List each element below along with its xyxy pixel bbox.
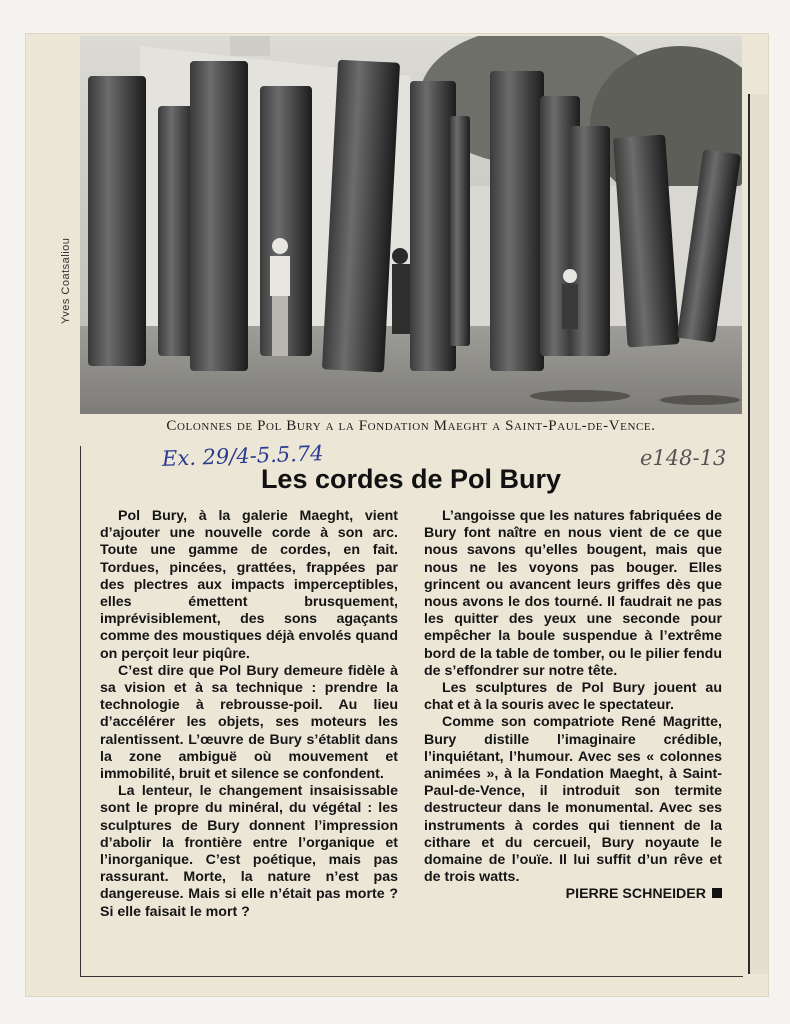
photo-credit: Yves Coatsaliou: [60, 237, 72, 324]
handwritten-note-right: e148-13: [640, 446, 727, 470]
left-column: [100, 508, 398, 921]
paragraph: C’est dire que Pol Bury demeure fidèle à sa vision et à sa technique : prendre la technologie à rebrousse-poil. Au lieu d’accélérer les objets, ses moteurs les ralentissent. L’œuvre de Bury s’établit dans la zone ambiguë où mouvement et immobilité, bruit et silence se confondent.: [100, 662, 398, 783]
photo-caption: Colonnes de Pol Bury a la Fondation Maeght a Saint-Paul-de-Vence.: [166, 418, 656, 434]
handwritten-note-left: Ex. 29/4-5.5.74: [161, 441, 324, 471]
paragraph: L’angoisse que les natures fabriquées de Bury font naître en nous vient de ce que nous savons qu’elles bougent, mais que nous ne les voyons pas bouger. Elles grincent ou avancent leurs griffes dès que nous avons le dos tourné. Il faudrait ne pas les quitter des yeux une seconde pour empêcher la boule suspendue à l’extrême bord de la table de tomber, ou le pilier fendu de s’effondrer sur notre tête.: [424, 508, 722, 679]
newspaper-clipping: [26, 34, 768, 996]
paragraph: Comme son compatriote René Magritte, Bury distille l’imaginaire crédible, l’inquiétant, l’humour. Avec ses « colonnes animées », à la Fondation Maeght, à Saint-Paul-de-Vence, il introduit son termite destructeur dans le monumental. Avec ses instruments à cordes qui tiennent de la cithare et du cercueil, Bury noyaute le domaine de l’ouïe. Il lui suffit d’un rêve et de trois watts.: [424, 714, 722, 886]
paragraph: Pol Bury, à la galerie Maeght, vient d’ajouter une nouvelle corde à son arc. Toute une gamme de cordes, en fait. Tordues, pincées, grattées, frappées par des plectres aux impacts imperceptibles, elles émettent brusquement, imprévisiblement, des sons agaçants comme des moustiques déjà envolés quand on perçoit leur piqûre.: [100, 508, 398, 662]
author-signature: PIERRE SCHNEIDER: [566, 886, 722, 903]
paragraph: Les sculptures de Pol Bury jouent au chat et à la souris avec le spectateur.: [424, 680, 722, 714]
paragraph: La lenteur, le changement insaisissable sont le propre du minéral, du végétal : les sculptures de Bury donnent l’impression d’abolir la frontière entre l’organique et l’inorganique. C’est poétique, mais pas rassurant. Morte, la nature n’est pas dangereuse. Mais si elle n’était pas morte ? Si elle faisait le mort ?: [100, 783, 398, 920]
right-column: [424, 508, 722, 904]
torn-edge: [748, 94, 768, 974]
columns-photo-illustration: [80, 36, 742, 414]
article-photo: [80, 36, 742, 414]
article-title: Les cordes de Pol Bury: [260, 464, 562, 494]
